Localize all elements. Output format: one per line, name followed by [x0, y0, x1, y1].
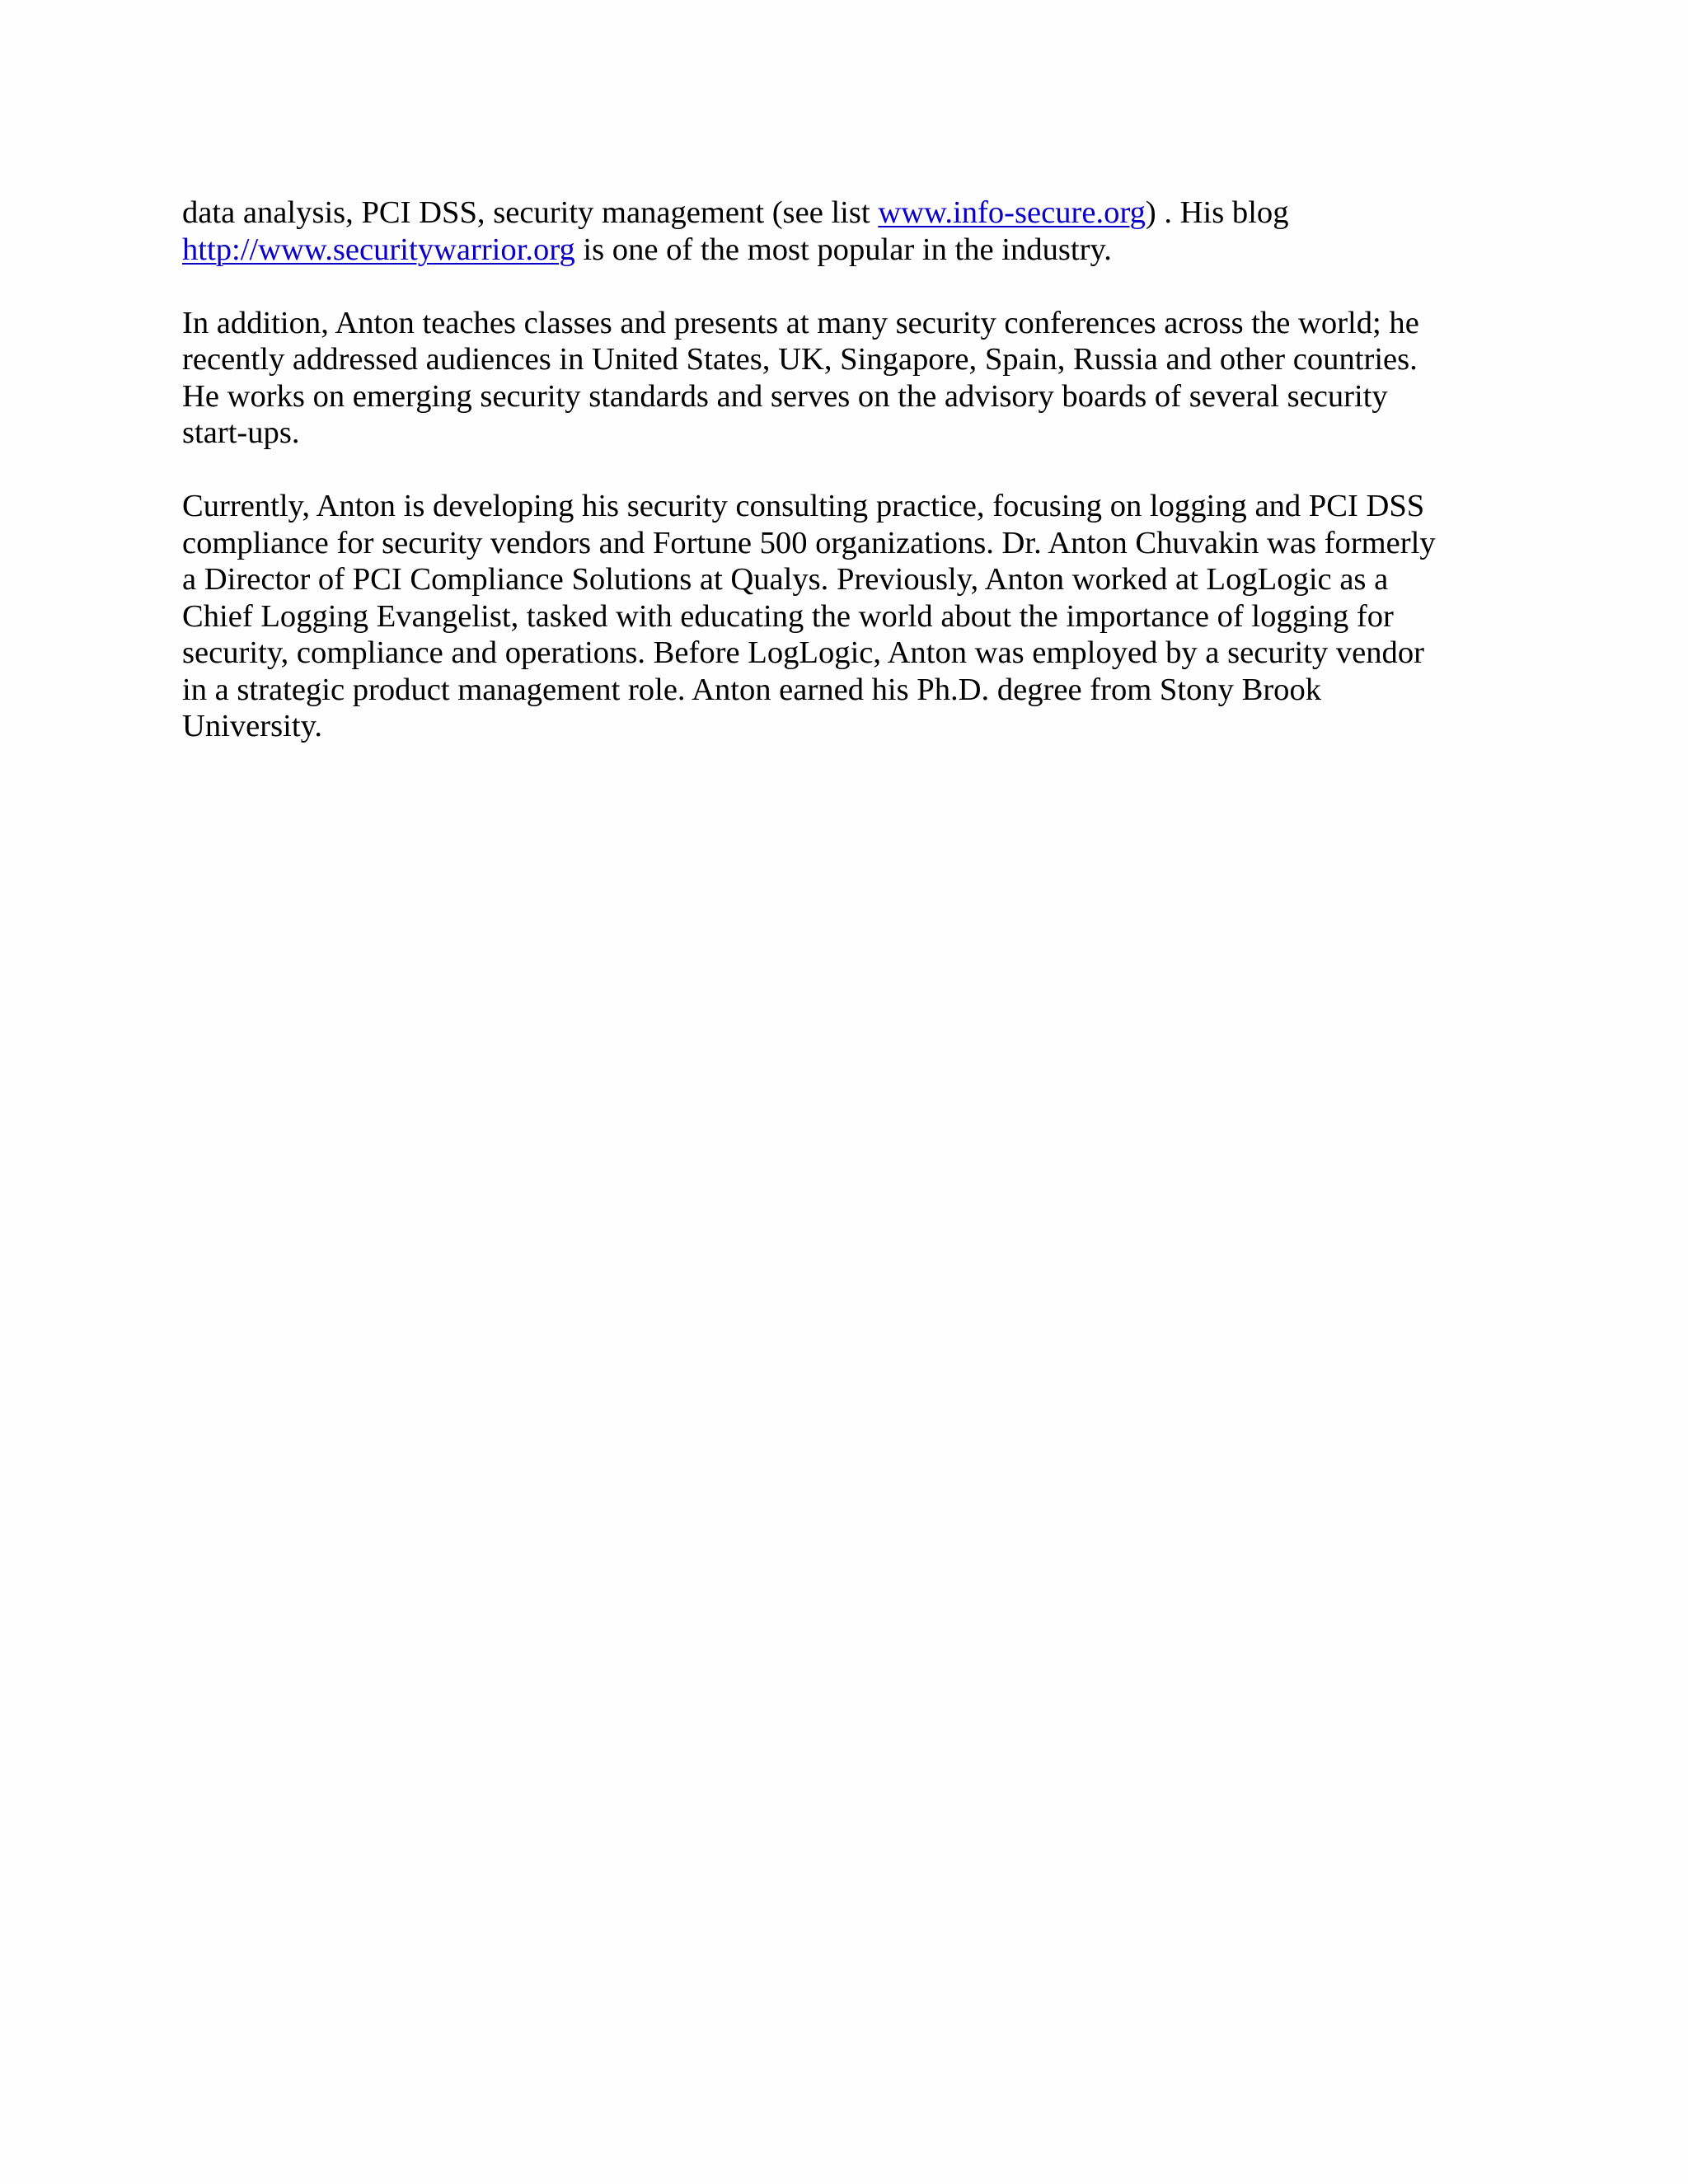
text-line: in a strategic product management role. Anton earned his Ph.D. degree from Stony Brook [182, 672, 1322, 707]
text-line: start-ups. [182, 415, 300, 450]
text-segment: is one of the most popular in the industry. [574, 232, 1112, 267]
text-segment: ) . His blog [1145, 195, 1289, 230]
text-line: compliance for security vendors and Fortune 500 organizations. Dr. Anton Chuvakin was formerly [182, 525, 1436, 560]
text-line: Chief Logging Evangelist, tasked with educating the world about the importance of logging for [182, 598, 1394, 634]
text-line: a Director of PCI Compliance Solutions at Qualys. Previously, Anton worked at LogLogic as a [182, 562, 1389, 597]
securitywarrior-blog-link[interactable]: http://www.securitywarrior.org [182, 232, 575, 267]
text-line: security, compliance and operations. Before LogLogic, Anton was employed by a security vendor [182, 635, 1424, 670]
text-segment: data analysis, PCI DSS, security management (see list [182, 195, 879, 230]
text-line: recently addressed audiences in United States, UK, Singapore, Spain, Russia and other countries. [182, 342, 1418, 377]
paragraph-career [182, 488, 1534, 745]
paragraph-bio-intro [182, 194, 1534, 268]
text-line [182, 232, 1534, 269]
text-line: In addition, Anton teaches classes and presents at many security conferences across the world; he [182, 305, 1419, 340]
text-line: University. [182, 709, 323, 743]
document-body [182, 194, 1534, 781]
text-line: Currently, Anton is developing his security consulting practice, focusing on logging and PCI DSS [182, 489, 1425, 523]
info-secure-link[interactable]: www.info-secure.org [878, 195, 1146, 230]
text-line: He works on emerging security standards and serves on the advisory boards of several security [182, 378, 1388, 414]
text-line [182, 194, 1534, 232]
paragraph-conferences [182, 305, 1534, 452]
